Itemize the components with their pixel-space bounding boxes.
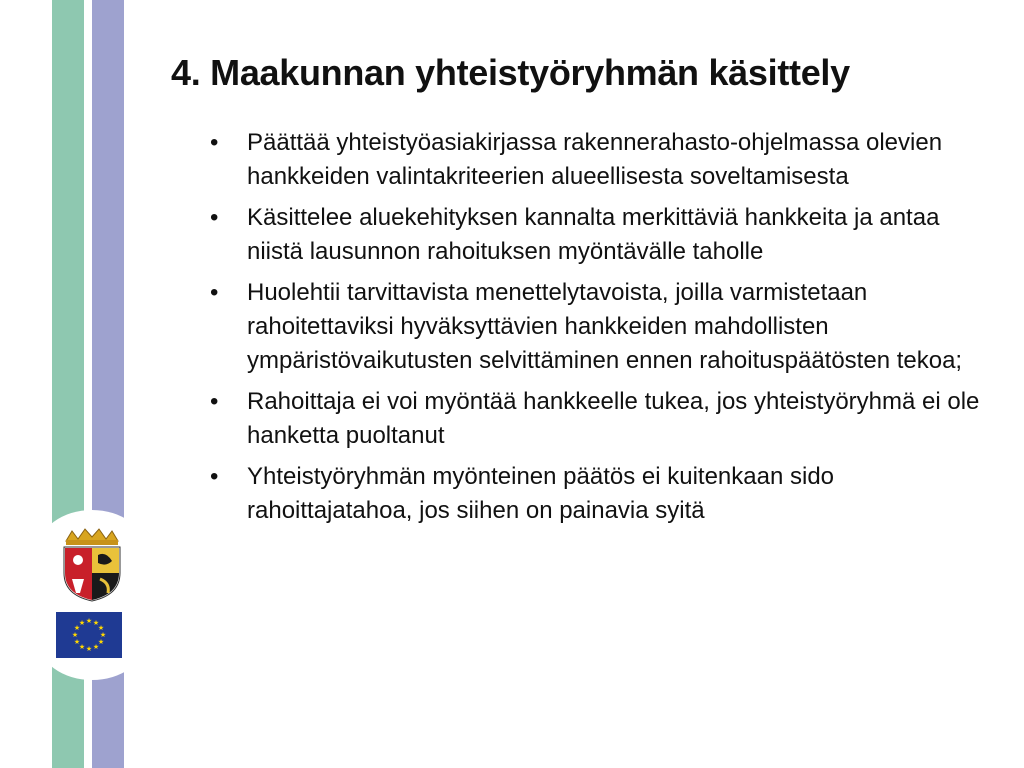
svg-text:★: ★: [97, 638, 105, 646]
svg-text:★: ★: [92, 643, 100, 651]
bullet-text: Huolehtii tarvittavista menettelytavoista, joilla varmistetaan rahoitettaviksi hyväksyttävien hankkeiden mahdollisten ympäristövaikutusten selvittäminen ennen rahoituspäätösten tekoa;: [247, 279, 963, 374]
svg-text:★: ★: [85, 645, 93, 653]
eu-flag-icon: [56, 612, 122, 658]
bullet-marker: •: [210, 279, 219, 306]
bullet-marker: •: [210, 463, 219, 490]
svg-text:★: ★: [85, 617, 93, 625]
bullet-text: Rahoittaja ei voi myöntää hankkeelle tukea, jos yhteistyöryhmä ei ole hanketta puoltanut: [247, 388, 980, 449]
svg-text:★: ★: [73, 638, 81, 646]
slide-title: 4. Maakunnan yhteistyöryhmän käsittely: [171, 52, 850, 93]
bullet-item: [210, 126, 990, 194]
bullet-item: [210, 460, 990, 528]
bullet-marker: •: [210, 388, 219, 415]
bullet-list: [210, 126, 990, 535]
bullet-item: [210, 201, 990, 269]
bullet-text: Käsittelee aluekehityksen kannalta merkittäviä hankkeita ja antaa niistä lausunnon rahoituksen myöntävälle taholle: [247, 204, 940, 265]
bullet-marker: •: [210, 129, 219, 156]
bullet-text: Päättää yhteistyöasiakirjassa rakennerahasto-ohjelmassa olevien hankkeiden valintakriteerien alueellisesta soveltamisesta: [247, 129, 943, 190]
svg-text:★: ★: [78, 619, 86, 627]
svg-text:★: ★: [71, 631, 79, 639]
svg-text:★: ★: [97, 624, 105, 632]
svg-text:★: ★: [78, 643, 86, 651]
coat-of-arms-icon: [58, 527, 126, 603]
svg-text:★: ★: [99, 631, 107, 639]
bullet-item: [210, 276, 990, 378]
bullet-item: [210, 385, 990, 453]
bullet-text: Yhteistyöryhmän myönteinen päätös ei kuitenkaan sido rahoittajatahoa, jos siihen on painavia syitä: [247, 463, 835, 524]
svg-text:★: ★: [92, 619, 100, 627]
svg-text:★: ★: [73, 624, 81, 632]
bullet-marker: •: [210, 204, 219, 231]
